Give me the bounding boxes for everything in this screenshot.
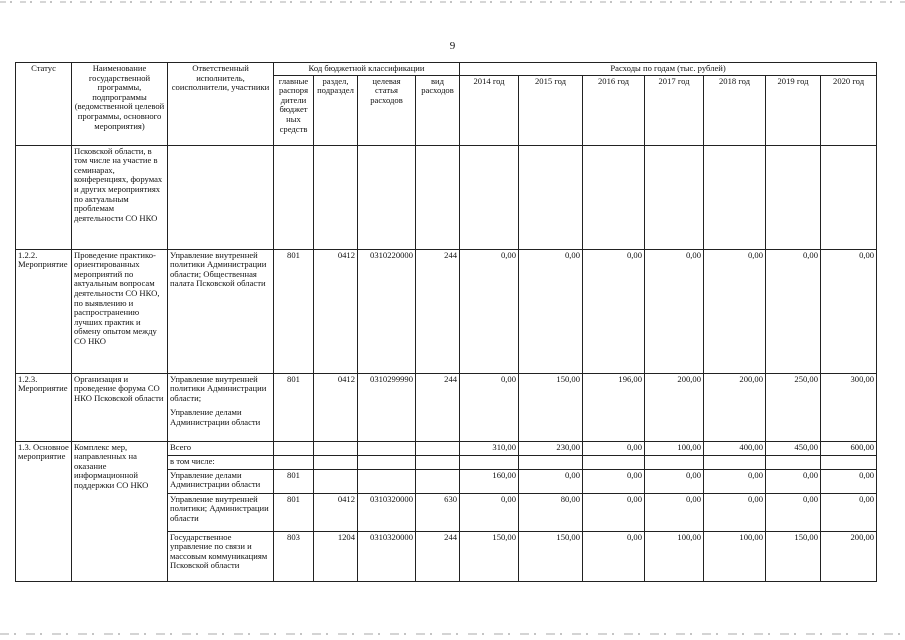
cell-value: 100,00 (645, 441, 704, 455)
cell-value: 0,00 (583, 441, 645, 455)
cell-status: 1.2.3. Мероприятие (16, 373, 72, 441)
cell-kind: 630 (416, 493, 460, 531)
page-number: 9 (449, 40, 456, 52)
cell-value: 230,00 (519, 441, 583, 455)
cell-value: 0,00 (821, 493, 877, 531)
cell-value: 0,00 (766, 493, 821, 531)
header-grbs: главные распоря дители бюджет ных средств (274, 75, 314, 145)
cell-responsible: Государственное управление по связи и массовым коммуникациям Псковской области (168, 531, 274, 581)
cell-grbs: 801 (274, 373, 314, 441)
cell-value: 0,00 (821, 469, 877, 493)
cell-section: 0412 (314, 249, 358, 373)
cell-value: 196,00 (583, 373, 645, 441)
header-status: Статус (16, 63, 72, 146)
cell-target: 0310220000 (358, 249, 416, 373)
cell-value: 0,00 (583, 249, 645, 373)
cell-value: 310,00 (460, 441, 519, 455)
cell-including-label: в том числе: (168, 455, 274, 469)
header-year: 2014 год (460, 75, 519, 145)
cell-target (358, 469, 416, 493)
cell-value: 200,00 (821, 531, 877, 581)
cell-status: 1.3. Основное мероприятие (16, 441, 72, 581)
responsible-part: Управление делами Администрации области (170, 407, 261, 427)
cell-value: 150,00 (460, 531, 519, 581)
cell-value: 450,00 (766, 441, 821, 455)
cell-status: 1.2.2. Мероприятие (16, 249, 72, 373)
cell-value: 0,00 (766, 469, 821, 493)
table-row-1-2-3 (16, 373, 877, 441)
cell-grbs: 801 (274, 249, 314, 373)
header-year: 2015 год (519, 75, 583, 145)
cell-name: Организация и проведение форума СО НКО Псковской области (72, 373, 168, 441)
header-year: 2016 год (583, 75, 645, 145)
cell-name: Проведение практико-ориентированных мероприятий по актуальным вопросам деятельности СО НКО, по выявлению и распространению лучших практик и обмену опытом между СО НКО (72, 249, 168, 373)
cell-value: 0,00 (519, 469, 583, 493)
cell-value: 0,00 (583, 493, 645, 531)
cell-total-label: Всего (168, 441, 274, 455)
cell-target: 0310320000 (358, 493, 416, 531)
cell-value: 300,00 (821, 373, 877, 441)
cell-target: 0310299990 (358, 373, 416, 441)
cell-value: 0,00 (704, 249, 766, 373)
header-year: 2019 год (766, 75, 821, 145)
scan-edge-top (0, 1, 905, 3)
table-row-1-2-2 (16, 249, 877, 373)
cell-value: 400,00 (704, 441, 766, 455)
cell-name: Комплекс мер, направленных на оказание информационной поддержки СО НКО (72, 441, 168, 581)
responsible-part: Управление внутренней политики Администрации области; (170, 373, 267, 403)
cell-responsible: Управление внутренней политики Администрации области; Общественная палата Псковской области (168, 249, 274, 373)
table-row-continuation (16, 145, 877, 249)
cell-grbs: 803 (274, 531, 314, 581)
cell-grbs: 801 (274, 469, 314, 493)
cell-kind: 244 (416, 373, 460, 441)
cell-target: 0310320000 (358, 531, 416, 581)
cell-value: 100,00 (645, 531, 704, 581)
cell-value: 0,00 (519, 249, 583, 373)
header-responsible: Ответственный исполнитель, соисполнители, участники (168, 63, 274, 146)
cell-kind: 244 (416, 249, 460, 373)
cell-value: 160,00 (460, 469, 519, 493)
cell-value: 0,00 (460, 373, 519, 441)
cell-value: 0,00 (766, 249, 821, 373)
header-target: целевая статья расходов (358, 75, 416, 145)
cell-value: 150,00 (519, 373, 583, 441)
cell-value: 0,00 (645, 469, 704, 493)
cell-section: 0412 (314, 493, 358, 531)
cell-value: 0,00 (583, 469, 645, 493)
header-name: Наименование государственной программы, подпрограммы (ведомственной целевой программы, основного мероприятия) (72, 63, 168, 146)
cell-section: 1204 (314, 531, 358, 581)
cell-responsible: Управление внутренней политики; Администрации области (168, 493, 274, 531)
cell-value: 0,00 (460, 493, 519, 531)
cell-value: 0,00 (821, 249, 877, 373)
cell-name: Псковской области, в том числе на участие в семинарах, конференциях, форумах и других мероприятиях по актуальным проблемам деятельности СО НКО (72, 145, 168, 249)
table-row-1-3-total (16, 441, 877, 455)
cell-value: 200,00 (704, 373, 766, 441)
cell-value: 0,00 (460, 249, 519, 373)
header-section: раздел, подраздел (314, 75, 358, 145)
cell-responsible: Управление делами Администрации области (168, 469, 274, 493)
cell-value: 600,00 (821, 441, 877, 455)
budget-table (15, 62, 877, 582)
cell-value: 150,00 (766, 531, 821, 581)
cell-section: 0412 (314, 373, 358, 441)
header-kind: вид расходов (416, 75, 460, 145)
cell-kind (416, 469, 460, 493)
cell-value: 0,00 (704, 493, 766, 531)
header-row-1 (16, 63, 877, 76)
header-budget-code: Код бюджетной классификации (274, 63, 460, 76)
cell-value: 250,00 (766, 373, 821, 441)
cell-value: 150,00 (519, 531, 583, 581)
cell-value: 0,00 (645, 249, 704, 373)
cell-value: 80,00 (519, 493, 583, 531)
header-expenses: Расходы по годам (тыс. рублей) (460, 63, 877, 76)
cell-value: 100,00 (704, 531, 766, 581)
header-year: 2020 год (821, 75, 877, 145)
cell-value: 0,00 (645, 493, 704, 531)
cell-kind: 244 (416, 531, 460, 581)
header-year: 2017 год (645, 75, 704, 145)
cell-section (314, 469, 358, 493)
cell-value: 0,00 (704, 469, 766, 493)
header-year: 2018 год (704, 75, 766, 145)
cell-responsible (168, 373, 274, 441)
cell-value: 200,00 (645, 373, 704, 441)
scan-edge-bottom (0, 633, 905, 635)
cell-grbs: 801 (274, 493, 314, 531)
cell-value: 0,00 (583, 531, 645, 581)
